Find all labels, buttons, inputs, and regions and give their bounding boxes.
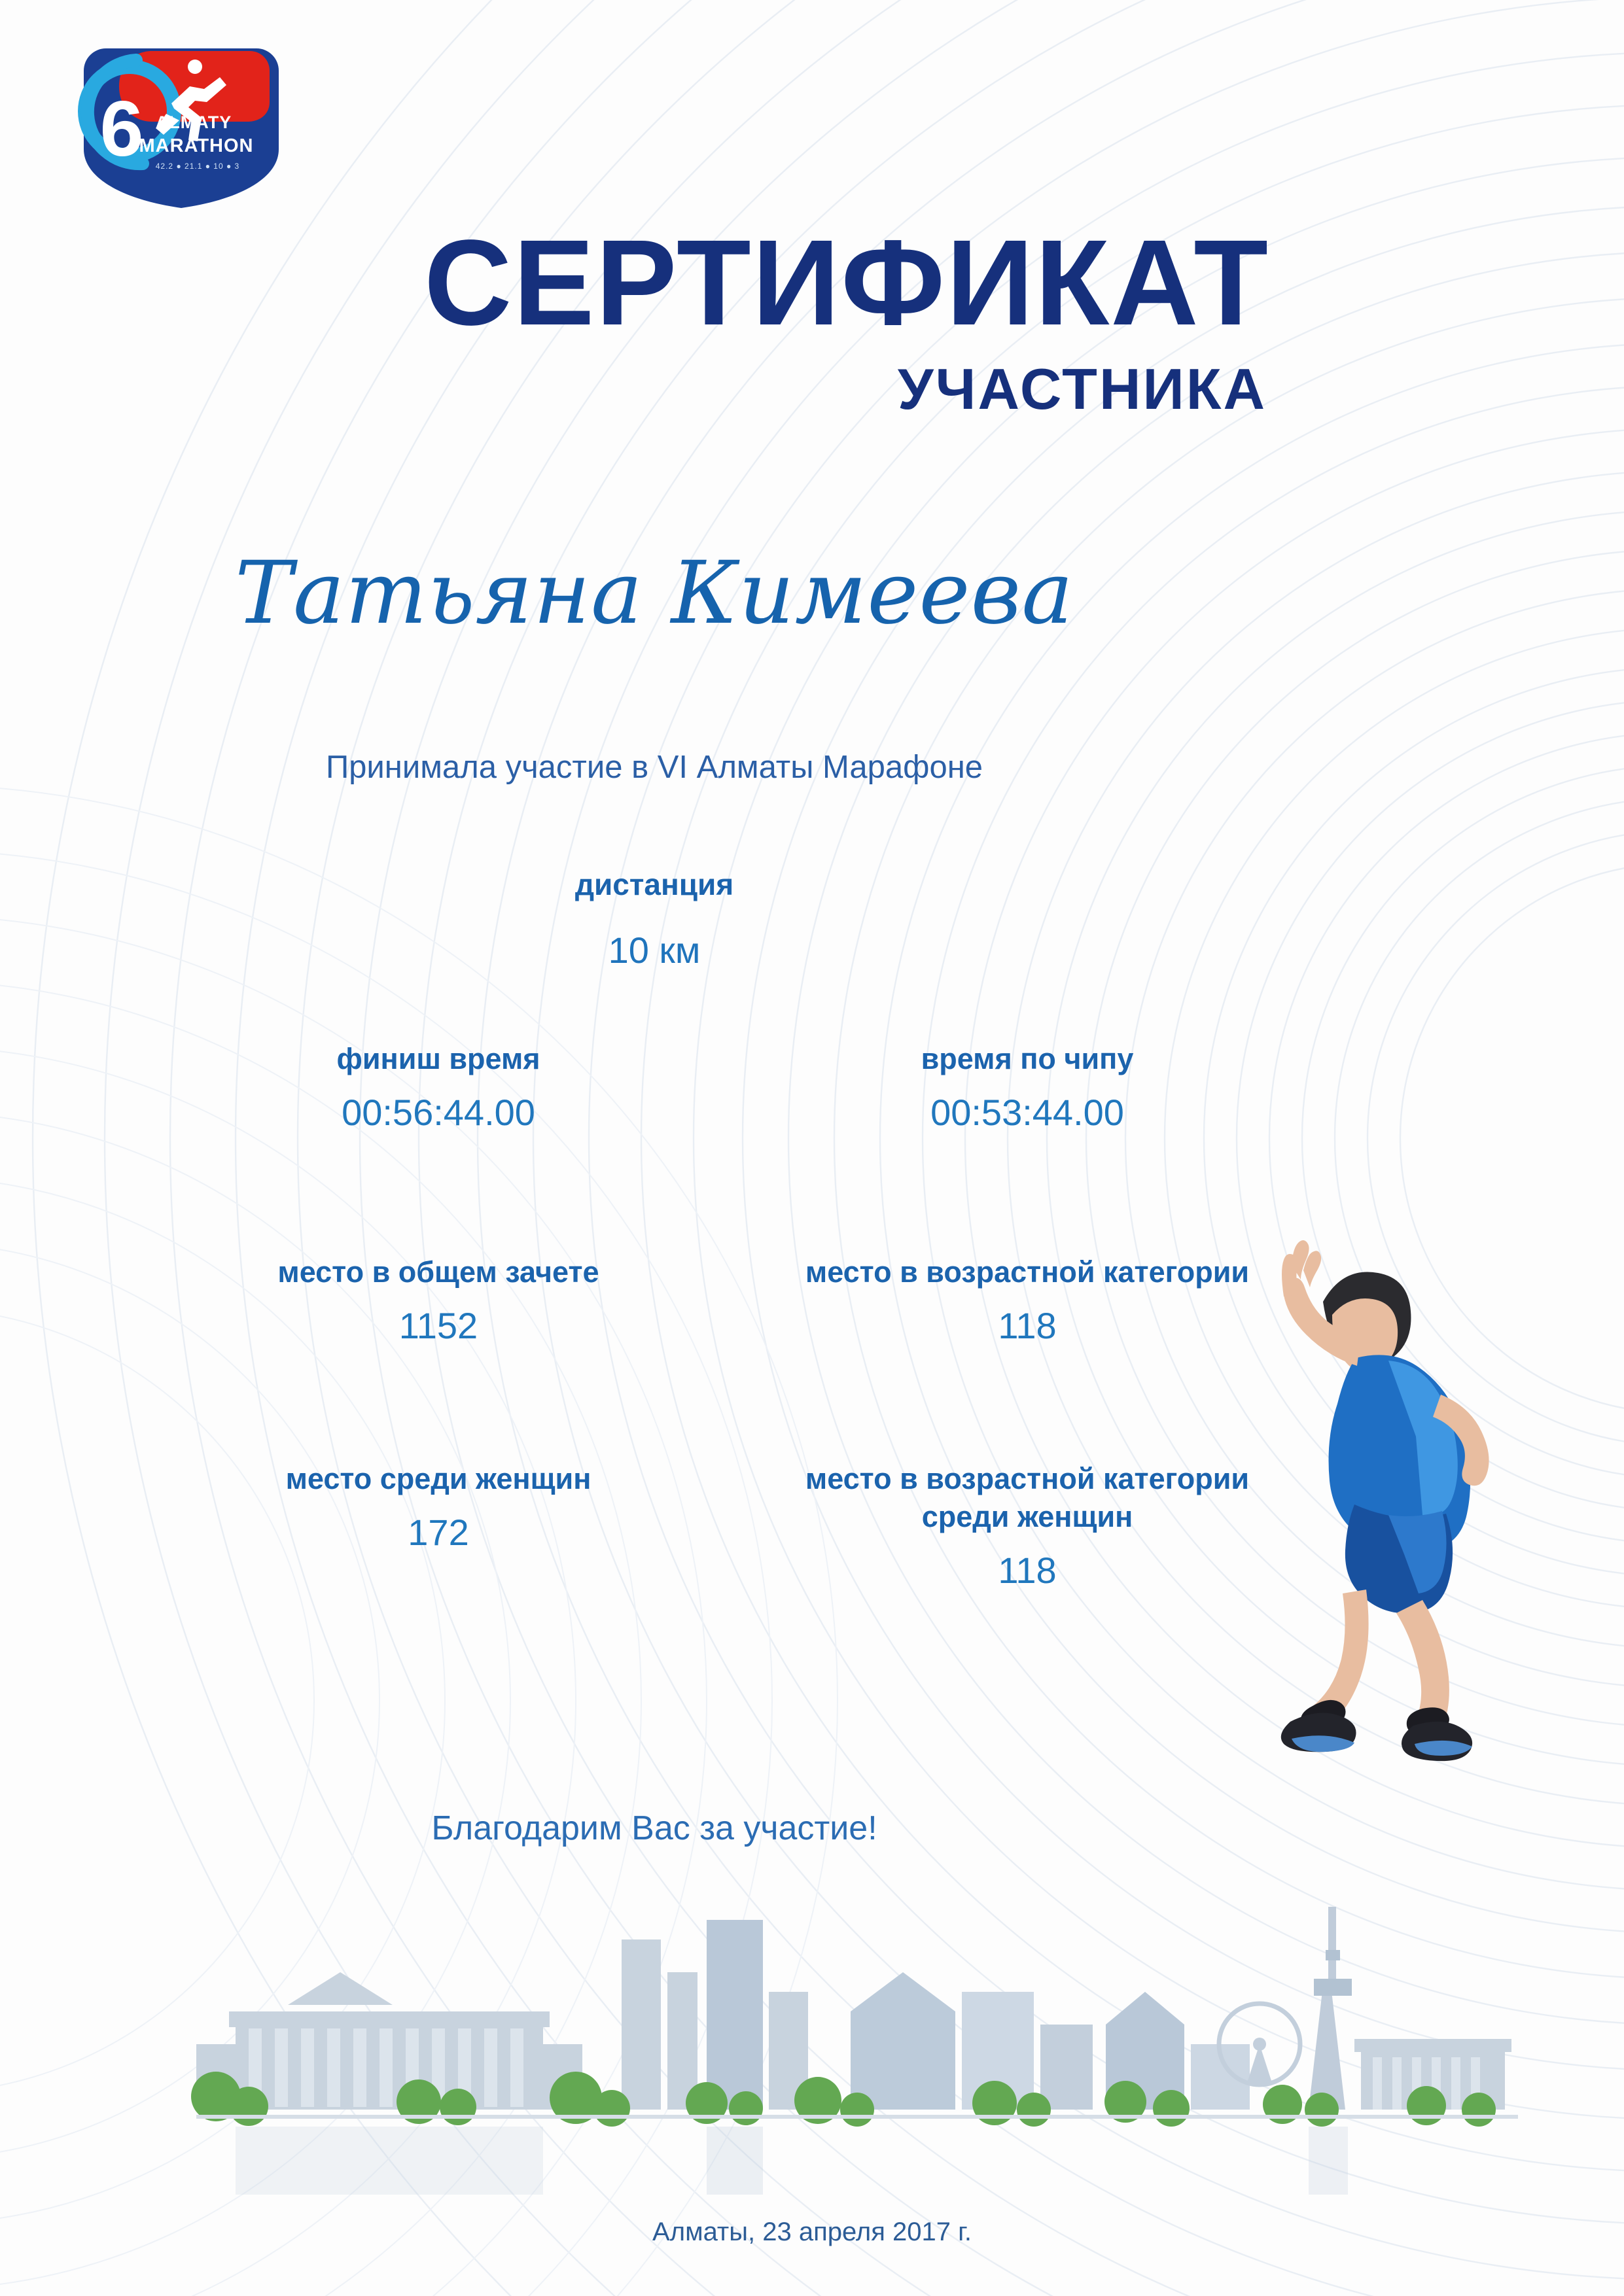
page-subtitle: УЧАСТНИКА — [897, 357, 1267, 421]
svg-text:MARATHON: MARATHON — [139, 135, 254, 156]
results-row — [144, 1040, 1322, 1132]
stat-chip-time — [733, 1040, 1322, 1132]
svg-text:6: 6 — [99, 85, 144, 173]
results-row — [144, 1253, 1322, 1346]
svg-text:ALMATY: ALMATY — [155, 113, 232, 132]
stat-value: 1152 — [398, 1304, 478, 1346]
stat-label: время по чипу — [921, 1042, 1134, 1075]
page-title: СЕРТИФИКАТ — [424, 215, 1269, 351]
distance-value: 10 км — [608, 930, 701, 971]
footer-date: Алматы, 23 апреля 2017 г. — [652, 2218, 972, 2246]
stat-label: место в общем зачете — [277, 1255, 599, 1289]
results-grid — [144, 1040, 1322, 1590]
results-row — [144, 1460, 1322, 1590]
participant-name: Татьяна Кимеева — [234, 543, 1074, 644]
certificate-title-block — [0, 215, 1309, 423]
stat-value: 00:53:44.00 — [930, 1091, 1124, 1133]
stat-overall-place — [144, 1253, 733, 1346]
thanks-message: Благодарим Вас за участие! — [431, 1809, 877, 1847]
stat-value: 118 — [998, 1304, 1057, 1346]
distance-label: дистанция — [574, 867, 734, 901]
stat-value: 00:56:44.00 — [342, 1091, 535, 1133]
stat-value: 118 — [998, 1549, 1057, 1591]
stat-women-place — [144, 1460, 733, 1590]
almaty-marathon-logo — [73, 41, 289, 211]
stat-label: место в возрастной категории среди женщин — [805, 1462, 1250, 1533]
stat-label: финиш время — [336, 1042, 540, 1075]
almaty-skyline-illustration — [0, 1828, 1624, 2195]
participation-line: Принимала участие в VI Алматы Марафоне — [325, 750, 983, 785]
runner-photo — [1192, 1223, 1585, 1773]
stat-value: 172 — [408, 1511, 469, 1553]
stat-label: место в возрастной категории — [805, 1255, 1250, 1289]
stat-label: место среди женщин — [285, 1462, 591, 1496]
stat-finish-time — [144, 1040, 733, 1132]
svg-text:42.2 ● 21.1 ● 10 ● 3: 42.2 ● 21.1 ● 10 ● 3 — [155, 162, 240, 171]
